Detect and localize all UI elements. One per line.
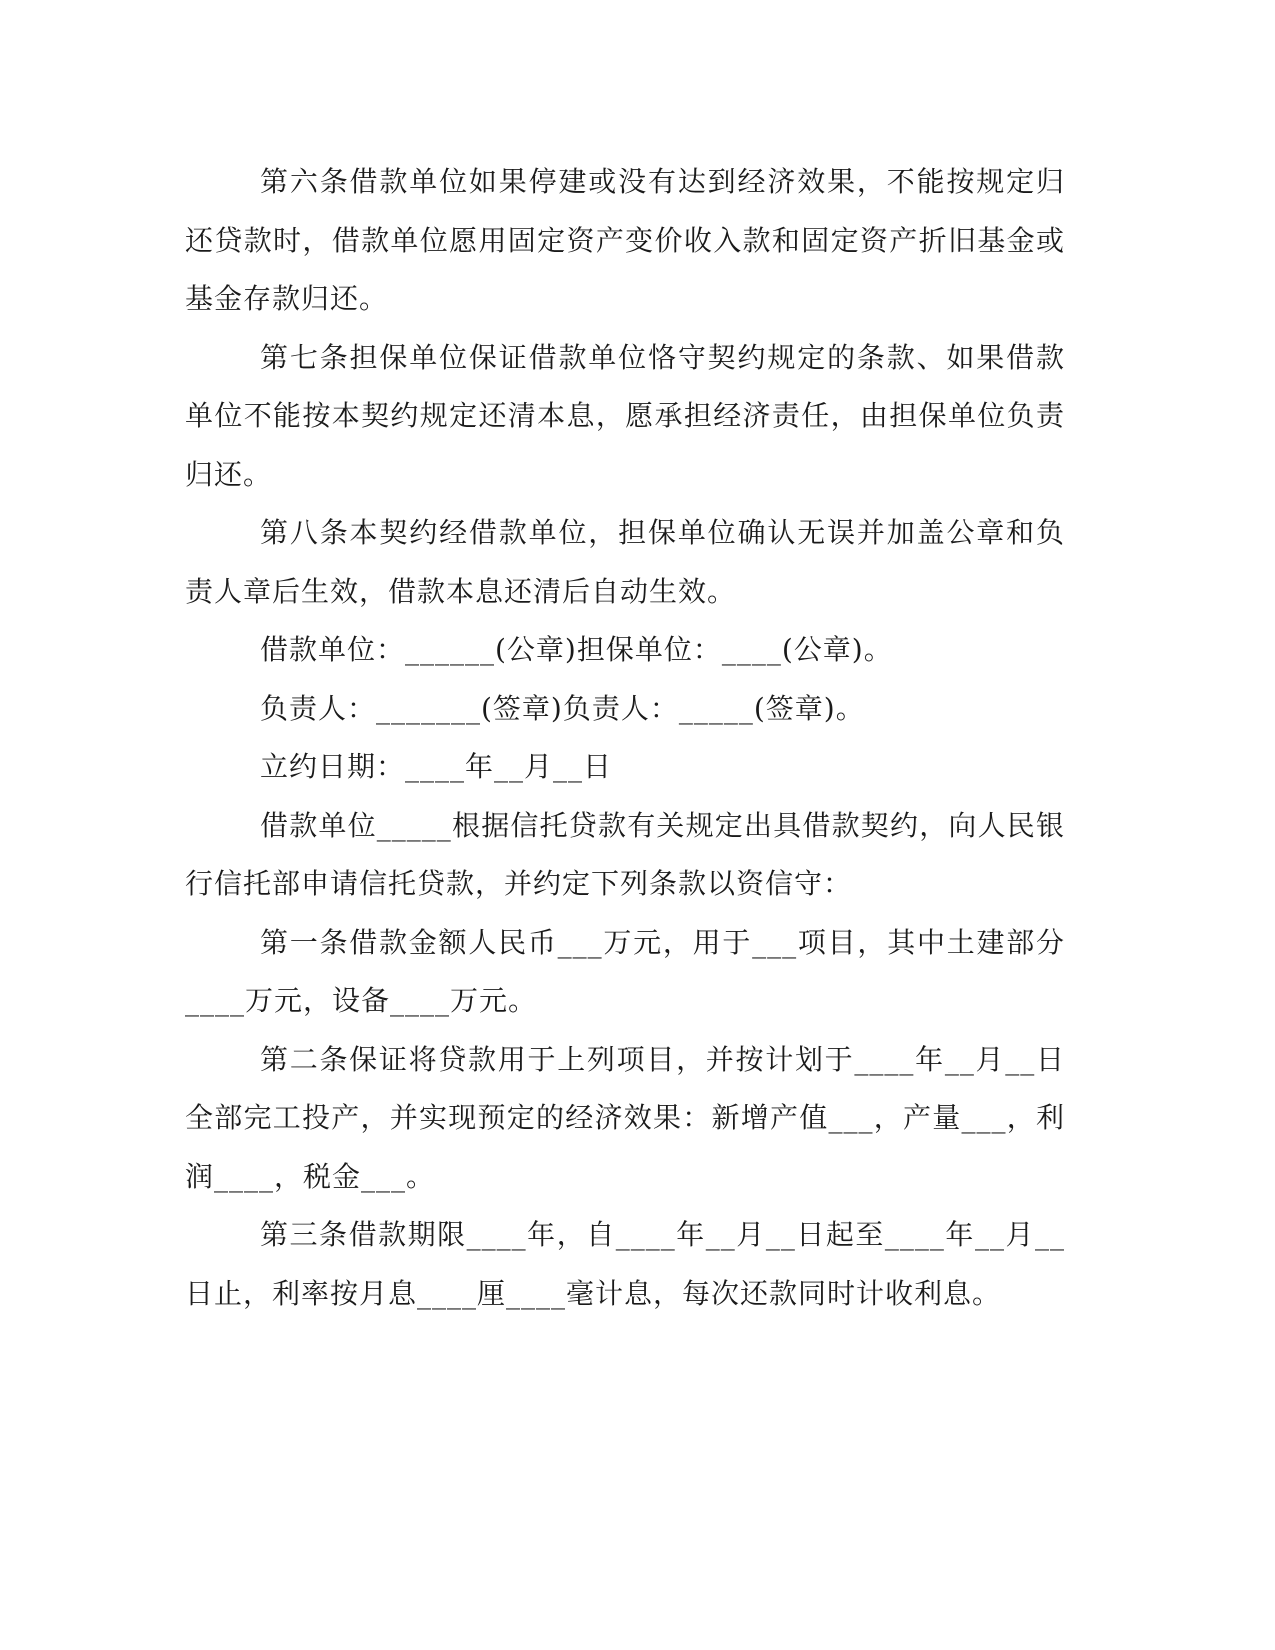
clause-8-paragraph: 第八条本契约经借款单位，担保单位确认无误并加盖公章和负责人章后生效，借款本息还清后自动生效。 [185,516,1065,608]
clause-7-paragraph: 第七条担保单位保证借款单位恪守契约规定的条款、如果借款单位不能按本契约规定还清本息，愿承担经济责任，由担保单位负责归还。 [185,340,1065,491]
document-body [185,153,1065,1323]
clause-3-paragraph: 第三条借款期限____年，自____年__月__日起至____年__月__日止，利率按月息____厘____毫计息，每次还款同时计收利息。 [185,1218,1065,1310]
clause-1-paragraph: 第一条借款金额人民币___万元，用于___项目，其中土建部分____万元，设备____万元。 [185,925,1065,1017]
clause-6-paragraph: 第六条借款单位如果停建或没有达到经济效果，不能按规定归还贷款时，借款单位愿用固定资产变价收入款和固定资产折旧基金或基金存款归还。 [185,165,1065,315]
borrower-guarantor-seal-line: 借款单位：______(公章)担保单位：____(公章)。 [260,633,893,666]
contract-preamble-paragraph: 借款单位_____根据信托贷款有关规定出具借款契约，向人民银行信托部申请信托贷款，并约定下列条款以资信守： [185,808,1065,900]
clause-2-paragraph: 第二条保证将贷款用于上列项目，并按计划于____年__月__日全部完工投产，并实现预定的经济效果：新增产值___，产量___，利润____，税金___。 [185,1042,1065,1193]
responsible-person-signature-line: 负责人：_______(签章)负责人：_____(签章)。 [260,691,865,725]
contract-date-line: 立约日期：____年__月__日 [260,750,613,783]
